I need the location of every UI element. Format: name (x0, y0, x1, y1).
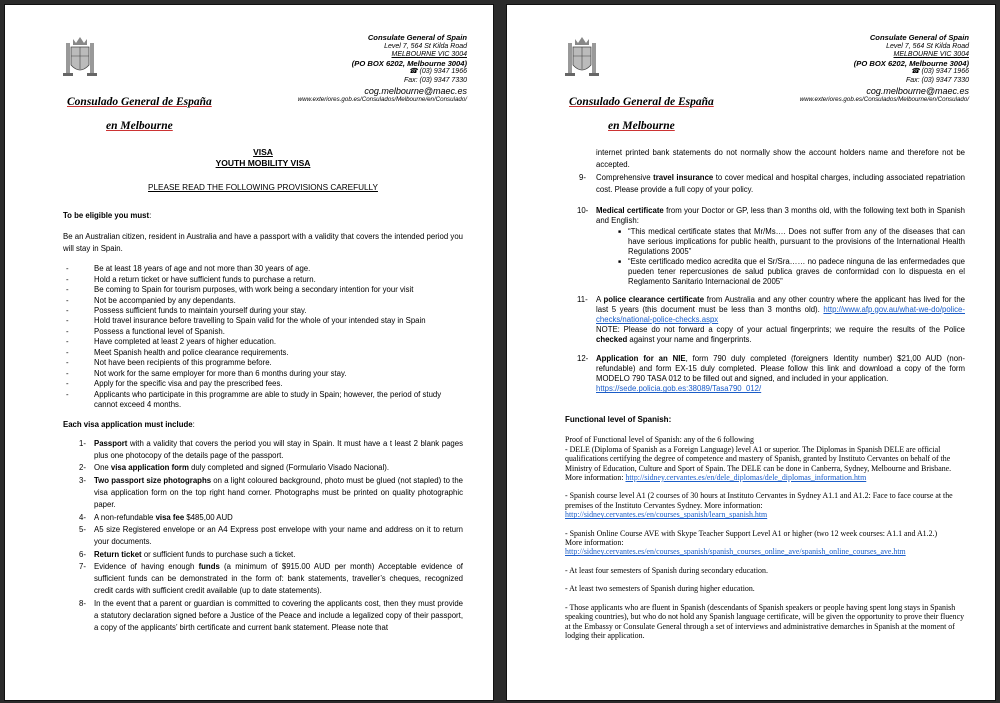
requirement-item: - Hold travel insurance before travelling to Spain valid for the whole of your intended stay in Spain (63, 316, 463, 326)
medical-text-english: ■ “This medical certificate states that Mr/Ms…. Does not suffer from any of the diseases that can have serious implications for public health, pursuant to the provisions of the International Health Regulations 2005” (620, 227, 965, 257)
address-line-1: Level 7, 564 St Kilda Road (384, 42, 467, 50)
option-secondary: - At least four semesters of Spanish during secondary education. (565, 565, 768, 575)
application-items-continued (565, 172, 965, 395)
dele-info-link[interactable]: http://sidney.cervantes.es/en/dele_diplomas/dele_diplomas_information.htm (625, 473, 867, 483)
requirement-item: - Not be accompanied by any dependants. (63, 296, 463, 306)
requirement-item: - Possess a functional level of Spanish. (63, 327, 463, 337)
medical-certificate-text-list (620, 227, 965, 287)
read-carefully-notice: PLEASE READ THE FOLLOWING PROVISIONS CAREFULLY (148, 183, 378, 192)
course-info-link[interactable]: http://sidney.cervantes.es/en/courses_spanish/learn_spanish.htm (565, 510, 768, 520)
functional-spanish-heading: Functional level of Spanish: (565, 415, 672, 424)
eligibility-intro: Be an Australian citizen, resident in Australia and have a passport with a validity that covers the intended period you will stay in Spain. (63, 231, 463, 253)
option-dele: - DELE (Diploma of Spanish as a Foreign Language) level A1 or superior. The Diplomas in Spanish DELE are official qualifications certifying the degree of competence and mastery of Spanish, granted by Instituto Cervantes on behalf of the Ministry of Education, Culture and Sport of Spain. The DELE can be done in Canberra, Sydney, Melbourne and Brisbane. (565, 444, 952, 473)
consulate-logo-title: Consulado General de España (67, 96, 212, 108)
doc-subtitle: YOUTH MOBILITY VISA (215, 157, 311, 168)
page-1-body (63, 147, 463, 635)
fax-number: Fax: (03) 9347 7330 (905, 76, 969, 84)
application-item-12: 12- Application for an NIE, form 790 duly completed (foreigners Identity number) $21,00 AUD (non-refundable) and form EX-15 duly completed. Please follow this link and download a copy of the form MODELO 790 TASA 012 to be filled out and signed, and included in your application. https://sede.policia.gob.es:38089/Tasa790_012/ (577, 353, 965, 394)
requirement-item: - Be coming to Spain for tourism purposes, with work being a secondary intention for your visit (63, 285, 463, 295)
requirement-item: - Not work for the same employer for more than 6 months during your stay. (63, 369, 463, 379)
application-item-4: 4- A non-refundable visa fee $485,00 AUD (79, 512, 233, 522)
requirement-item: - Apply for the specific visa and pay the prescribed fees. (63, 379, 463, 389)
consulate-address-block (800, 34, 969, 104)
website-url[interactable]: www.exteriores.gob.es/Consulados/Melbourne/en/Consulado/ (799, 95, 969, 103)
requirement-item: - Possess sufficient funds to maintain yourself during your stay. (63, 306, 463, 316)
option-course: - Spanish course level A1 (2 courses of 30 hours at Instituto Cervantes in Sydney A1.1 and A1.2: Face to face course at the premises of the Instituto Cervantes Sydney. More information: (565, 491, 953, 510)
phone-number: ☎ (03) 9347 1966 (408, 68, 467, 76)
option-fluent: - Those applicants who are fluent in Spanish (descendants of Spanish speakers or people having spent long stays in Spanish speaking countries), but who do not hold any Spanish language certificate, will be given the opportunity to prove their fluency at the Embassy or Consulate General through a set of interviews and administrative demarches in Spanish at the moment of lodging their application. (565, 602, 965, 640)
email-address[interactable]: cog.melbourne@maec.es (364, 85, 467, 96)
requirement-item: - Have completed at least 2 years of higher education. (63, 337, 463, 347)
application-item-10: 10- Medical certificate from your Doctor or GP, less than 3 months old, with the following text both in Spanish and English: ■ “This medical certificate states that Mr/Ms…. Does not suffer from any of the diseases that can have serious implications for public health, pursuant to the provisions of the International Health Regulations 2005” ■ “Este certificado medico acredita que el Sr/Sra…… no padece ninguna de las enfermedades que pueden tener repercusiones de salud publica graves de conformidad con lo dispuesta en el Reglamento Sanitario Internacional de 2005” (565, 206, 965, 286)
option-online: - Spanish Online Course AVE with Skype Teacher Support Level A1 or higher (two 12 week courses: A1.1 and A1.2.) (565, 528, 938, 538)
application-item-6: 6- Return ticket or sufficient funds to purchase such a ticket. (79, 549, 296, 559)
address-line-1: Level 7, 564 St Kilda Road (886, 42, 969, 50)
item-8-continuation: internet printed bank statements do not normally show the account holders name and therefore not be accepted. (596, 148, 965, 170)
application-item-5: 5- A5 size Registered envelope or an A4 Express post envelope with your name and address on it to return your documents. (79, 524, 463, 547)
application-item-3: 3- Two passport size photographs on a light coloured background, photo must be glued (not stapled) to the visa application form on the top right hand corner. Photographs must be printed on quality photographic paper. (79, 475, 463, 510)
application-item-8: 8- In the event that a parent or guardian is committed to covering the applicants cost, then they must provide a statutory declaration signed before a Justice of the Peace and include a legalized copy of their passport, a copy of the applicants’ birth certificate and current bank statement. Please note that (79, 598, 463, 633)
po-box: (PO BOX 6202, Melbourne 3004) (853, 58, 969, 68)
application-item-1: 1- Passport with a validity that covers the period you will stay in Spain. It must have a t least 2 blank pages plus one photocopy of the details page of the passport. (79, 438, 463, 461)
proof-intro: Proof of Functional level of Spanish: any of the 6 following (565, 435, 754, 445)
po-box: (PO BOX 6202, Melbourne 3004) (351, 58, 467, 68)
option-online-more: More information: (565, 538, 624, 548)
requirement-item: - Be at least 18 years of age and not more than 30 years of age. (63, 264, 463, 274)
website-url[interactable]: www.exteriores.gob.es/Consulados/Melbourne/en/Consulado/ (297, 95, 467, 103)
medical-text-spanish: ■ “Este certificado medico acredita que el Sr/Sra…… no padece ninguna de las enfermedades que pueden tener repercusiones de salud publica graves de conformidad con lo dispuesta en el Reglamento Sanitario Internacional de 2005” (620, 257, 965, 287)
document-page-1 (4, 4, 494, 701)
application-item-2: 2- One visa application form duly completed and signed (Formulario Visado Nacional). (79, 463, 389, 473)
eligibility-requirements-list (63, 264, 463, 410)
spanish-coat-of-arms-icon (58, 33, 102, 81)
requirement-item: - Meet Spanish health and police clearance requirements. (63, 348, 463, 358)
fax-number: Fax: (03) 9347 7330 (403, 76, 467, 84)
police-check-link[interactable]: http://www.afp.gov.au/what-we-do/police-checks/national-police-checks.aspx (596, 304, 965, 324)
online-course-link[interactable]: http://sidney.cervantes.es/en/courses_spanish/spanish_courses_online_ave/spanish_online_courses_ave.htm (565, 547, 906, 557)
consulate-name: Consulate General of Spain (869, 33, 969, 42)
requirement-item: - Applicants who participate in this programme are able to study in Spain; however, the period of study cannot exceed 4 months. (63, 390, 463, 411)
consulate-logo-subtitle: en Melbourne (106, 120, 173, 132)
spanish-coat-of-arms-icon (560, 33, 604, 81)
consulate-address-block (298, 34, 467, 104)
page-2-body (565, 147, 965, 394)
application-heading: Each visa application must include: (63, 419, 195, 429)
address-line-2: MELBOURNE VIC 3004 (893, 51, 969, 59)
application-item-11: 11- A police clearance certificate from Australia and any other country where the applicant has lived for the last 5 years (this document must be less than 3 months old). http://www.afp.gov.au/what-we-do/police-checks/national-police-checks.aspx NOTE: Please do not forward a copy of your actual fingerprints; we require the results of the Police checked against your name and fingerprints. (577, 294, 965, 345)
consulate-logo-subtitle: en Melbourne (608, 120, 675, 132)
address-line-2: MELBOURNE VIC 3004 (391, 51, 467, 59)
application-item-9: 9- Comprehensive travel insurance to cover medical and hospital charges, including associated repatriation cost. Please provide a full copy of your policy. (579, 172, 965, 194)
nie-form-link[interactable]: https://sede.policia.gob.es:38089/Tasa790_012/ (596, 384, 762, 394)
requirement-item: - Not have been recipients of this programme before. (63, 358, 463, 368)
application-items-list (63, 438, 463, 635)
eligibility-heading: To be eligible you must: (63, 211, 152, 221)
doc-title: VISA (253, 147, 273, 157)
email-address[interactable]: cog.melbourne@maec.es (866, 85, 969, 96)
consulate-name: Consulate General of Spain (367, 33, 467, 42)
document-page-2 (506, 4, 996, 701)
option-higher: - At least two semesters of Spanish during higher education. (565, 584, 755, 594)
requirement-item: - Hold a return ticket or have sufficient funds to purchase a return. (63, 275, 463, 285)
option-dele-more: More information: http://sidney.cervantes.es/en/dele_diplomas/dele_diplomas_information.htm (565, 473, 867, 483)
consulate-logo-title: Consulado General de España (569, 96, 714, 108)
functional-spanish-section (565, 415, 969, 640)
phone-number: ☎ (03) 9347 1966 (910, 68, 969, 76)
application-item-7: 7- Evidence of having enough funds (a minimum of $915.00 AUD per month) Acceptable evidence of sufficient funds can be demonstrated in the form of: bank statements, traveller’s cheques, recognized credit cards with sufficient credit available (up to date statements). (79, 561, 463, 596)
